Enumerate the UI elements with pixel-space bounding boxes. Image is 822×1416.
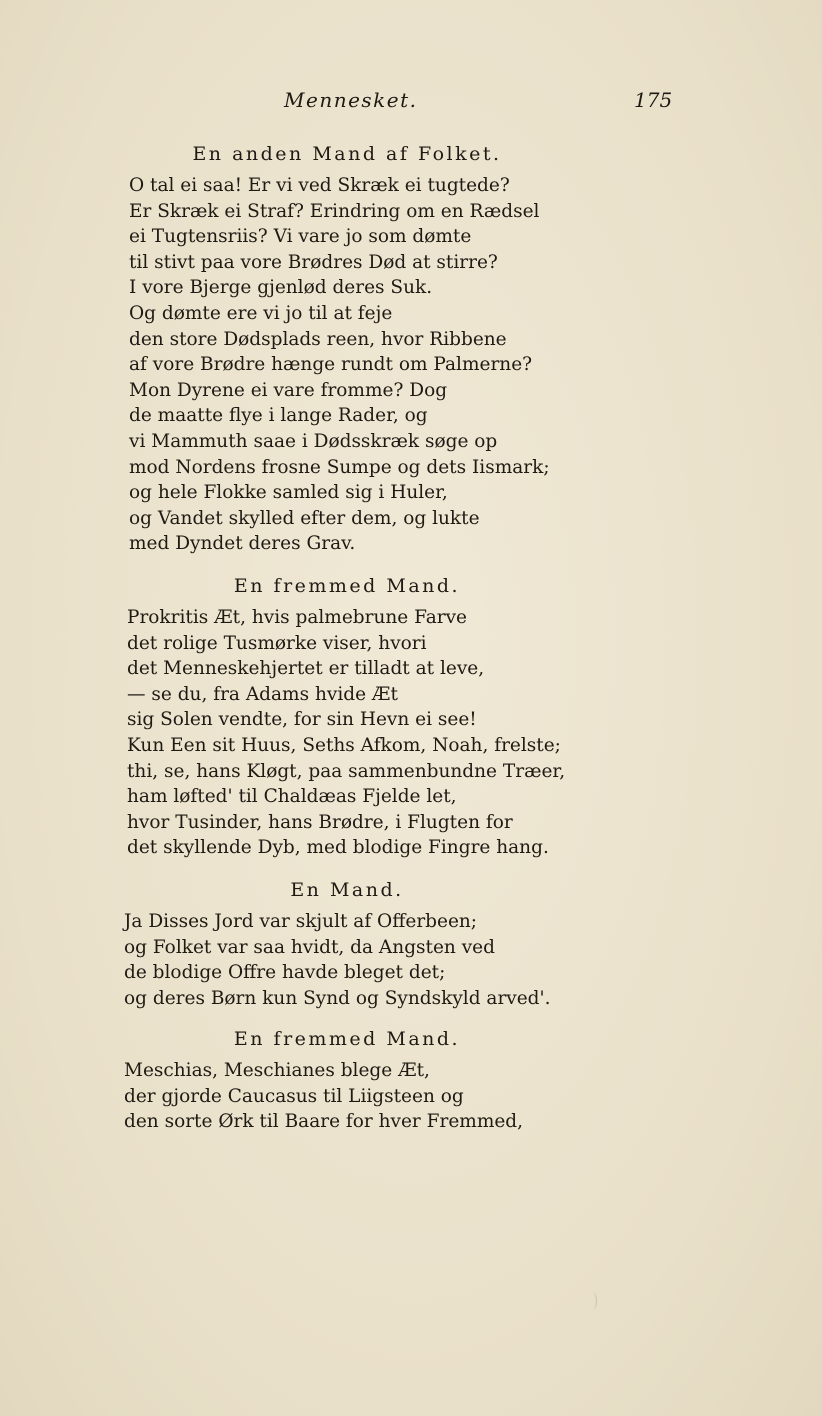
verse-line: Ja Disses Jord var skjult af Offerbeen; (124, 911, 478, 932)
verse-line: Og dømte ere vi jo til at feje (129, 302, 393, 324)
verse-line: Mon Dyrene ei vare fromme? Dog (129, 379, 448, 401)
verse-line: Meschias, Meschianes blege Æt, (124, 1060, 430, 1081)
verse-lines (0, 909, 822, 1011)
verse-line: og Vandet skylled efter dem, og lukte (129, 507, 480, 529)
verse-line: ei Tugtensriis? Vi vare jo som dømte (129, 226, 472, 248)
verse-line: det rolige Tusmørke viser, hvori (127, 632, 427, 654)
page-number: 175 (634, 88, 673, 112)
verse-line: vi Mammuth saae i Dødsskræk søge op (129, 430, 498, 452)
verse-line: det Menneskehjertet er tilladt at leve, (127, 658, 485, 680)
verse-line: thi, se, hans Kløgt, paa sammenbundne Træer, (127, 760, 566, 782)
verse-lines (0, 1058, 822, 1135)
verse-line: ham løfted' til Chaldæas Fjelde let, (127, 786, 457, 808)
speaker-heading: En Mand. (290, 879, 404, 901)
verse-line: hvor Tusinder, hans Brødre, i Flugten for (127, 811, 513, 833)
verse-line: O tal ei saa! Er vi ved Skræk ei tugtede? (129, 175, 510, 196)
running-title: Mennesket. (284, 88, 418, 112)
verse-line: — se du, fra Adams hvide Æt (127, 683, 398, 705)
verse-line: og deres Børn kun Synd og Syndskyld arved'. (124, 987, 551, 1009)
verse-line: den store Dødsplads reen, hvor Ribbene (129, 328, 507, 350)
verse-line: den sorte Ørk til Baare for hver Fremmed, (124, 1111, 524, 1133)
verse-line: af vore Brødre hænge rundt om Palmerne? (129, 354, 533, 376)
speaker-heading: En fremmed Mand. (233, 575, 461, 597)
running-head (0, 88, 822, 118)
verse-line: Prokritis Æt, hvis palmebrune Farve (127, 607, 467, 628)
verse-line: og hele Flokke samled sig i Huler, (129, 482, 448, 504)
verse-line: til stivt paa vore Brødres Død at stirre? (129, 251, 498, 273)
verse-line: og Folket var saa hvidt, da Angsten ved (124, 936, 495, 958)
verse-line: mod Nordens frosne Sumpe og dets Iismark; (129, 456, 550, 478)
verse-line: I vore Bjerge gjenlød deres Suk. (129, 277, 433, 299)
verse-line: sig Solen vendte, for sin Hevn ei see! (127, 709, 477, 731)
speaker-heading: En fremmed Mand. (233, 1028, 461, 1050)
verse-line: de maatte flye i lange Rader, og (129, 405, 428, 427)
verse-line: med Dyndet deres Grav. (129, 533, 356, 555)
verse-line: Er Skræk ei Straf? Erindring om en Rædsel (129, 200, 540, 222)
speaker-heading: En anden Mand af Folket. (192, 143, 502, 165)
verse-line: der gjorde Caucasus til Liigsteen og (124, 1085, 464, 1107)
verse-line: de blodige Offre havde bleget det; (124, 962, 446, 984)
verse-lines (0, 173, 822, 557)
verse-line: Kun Een sit Huus, Seths Afkom, Noah, frelste; (127, 734, 561, 756)
paper-mark (588, 1292, 597, 1310)
verse-lines (0, 605, 822, 861)
verse-line: det skyllende Dyb, med blodige Fingre hang. (127, 837, 549, 859)
